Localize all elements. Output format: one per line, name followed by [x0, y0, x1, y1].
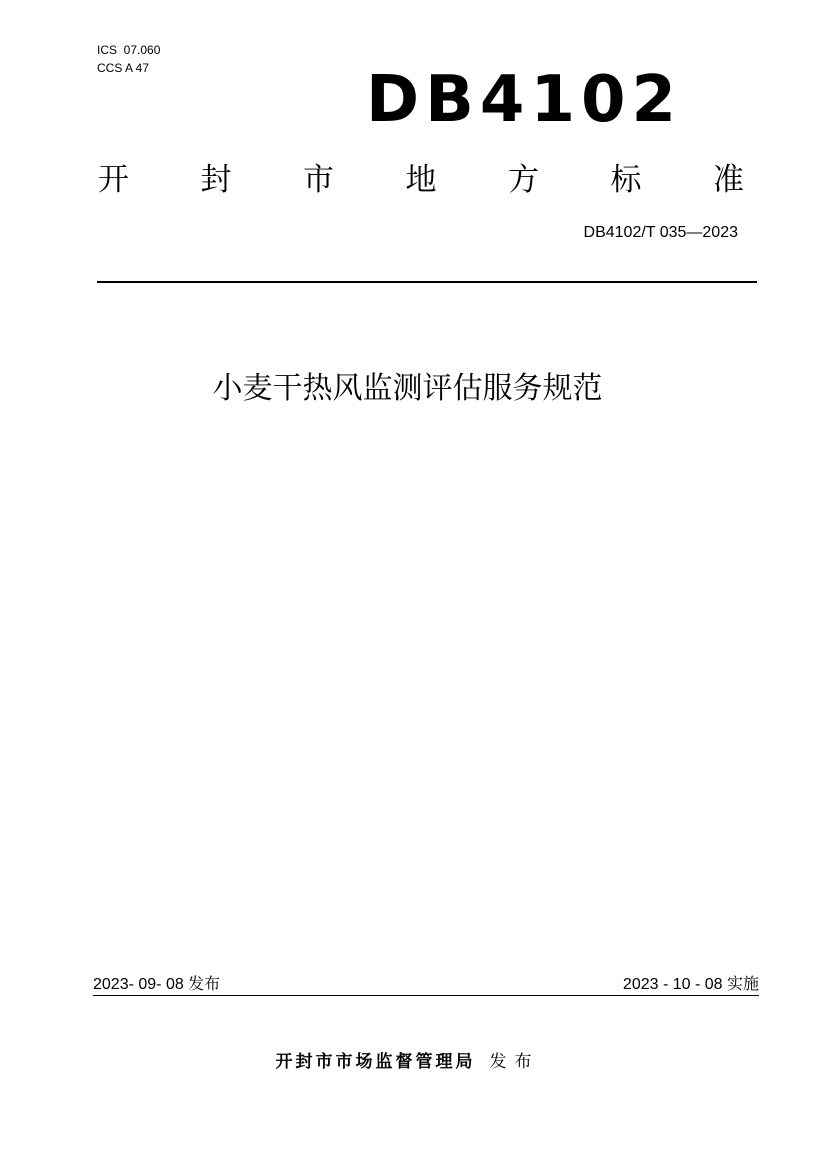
standard-type-char: 市 — [303, 162, 334, 198]
publish-date: 2023- 09- 08 发布 — [93, 976, 221, 993]
standard-type-char: 方 — [508, 162, 539, 198]
ccs-code: CCS A 47 — [97, 61, 150, 75]
standard-number: DB4102/T 035—2023 — [583, 224, 738, 241]
standard-type-heading — [98, 160, 744, 200]
standard-type-char: 准 — [713, 162, 744, 198]
standard-type-char: 地 — [405, 162, 437, 198]
footer-divider — [93, 995, 759, 996]
issuer-suffix: 发布 — [489, 1052, 540, 1072]
standard-type-char: 开 — [98, 162, 129, 198]
issuer-name: 开封市市场监督管理局 — [275, 1052, 476, 1072]
header-divider — [97, 281, 757, 283]
issuer-line — [0, 1050, 815, 1074]
document-title: 小麦干热风监测评估服务规范 — [212, 371, 603, 406]
standard-code-logo: DB4102 — [366, 63, 683, 137]
date-row — [93, 974, 759, 996]
ics-code: ICS 07.060 — [97, 43, 161, 57]
standard-type-char: 标 — [610, 162, 642, 198]
classification-codes — [97, 41, 160, 77]
implement-date: 2023 - 10 - 08 实施 — [622, 976, 759, 993]
standard-type-char: 封 — [200, 162, 232, 198]
